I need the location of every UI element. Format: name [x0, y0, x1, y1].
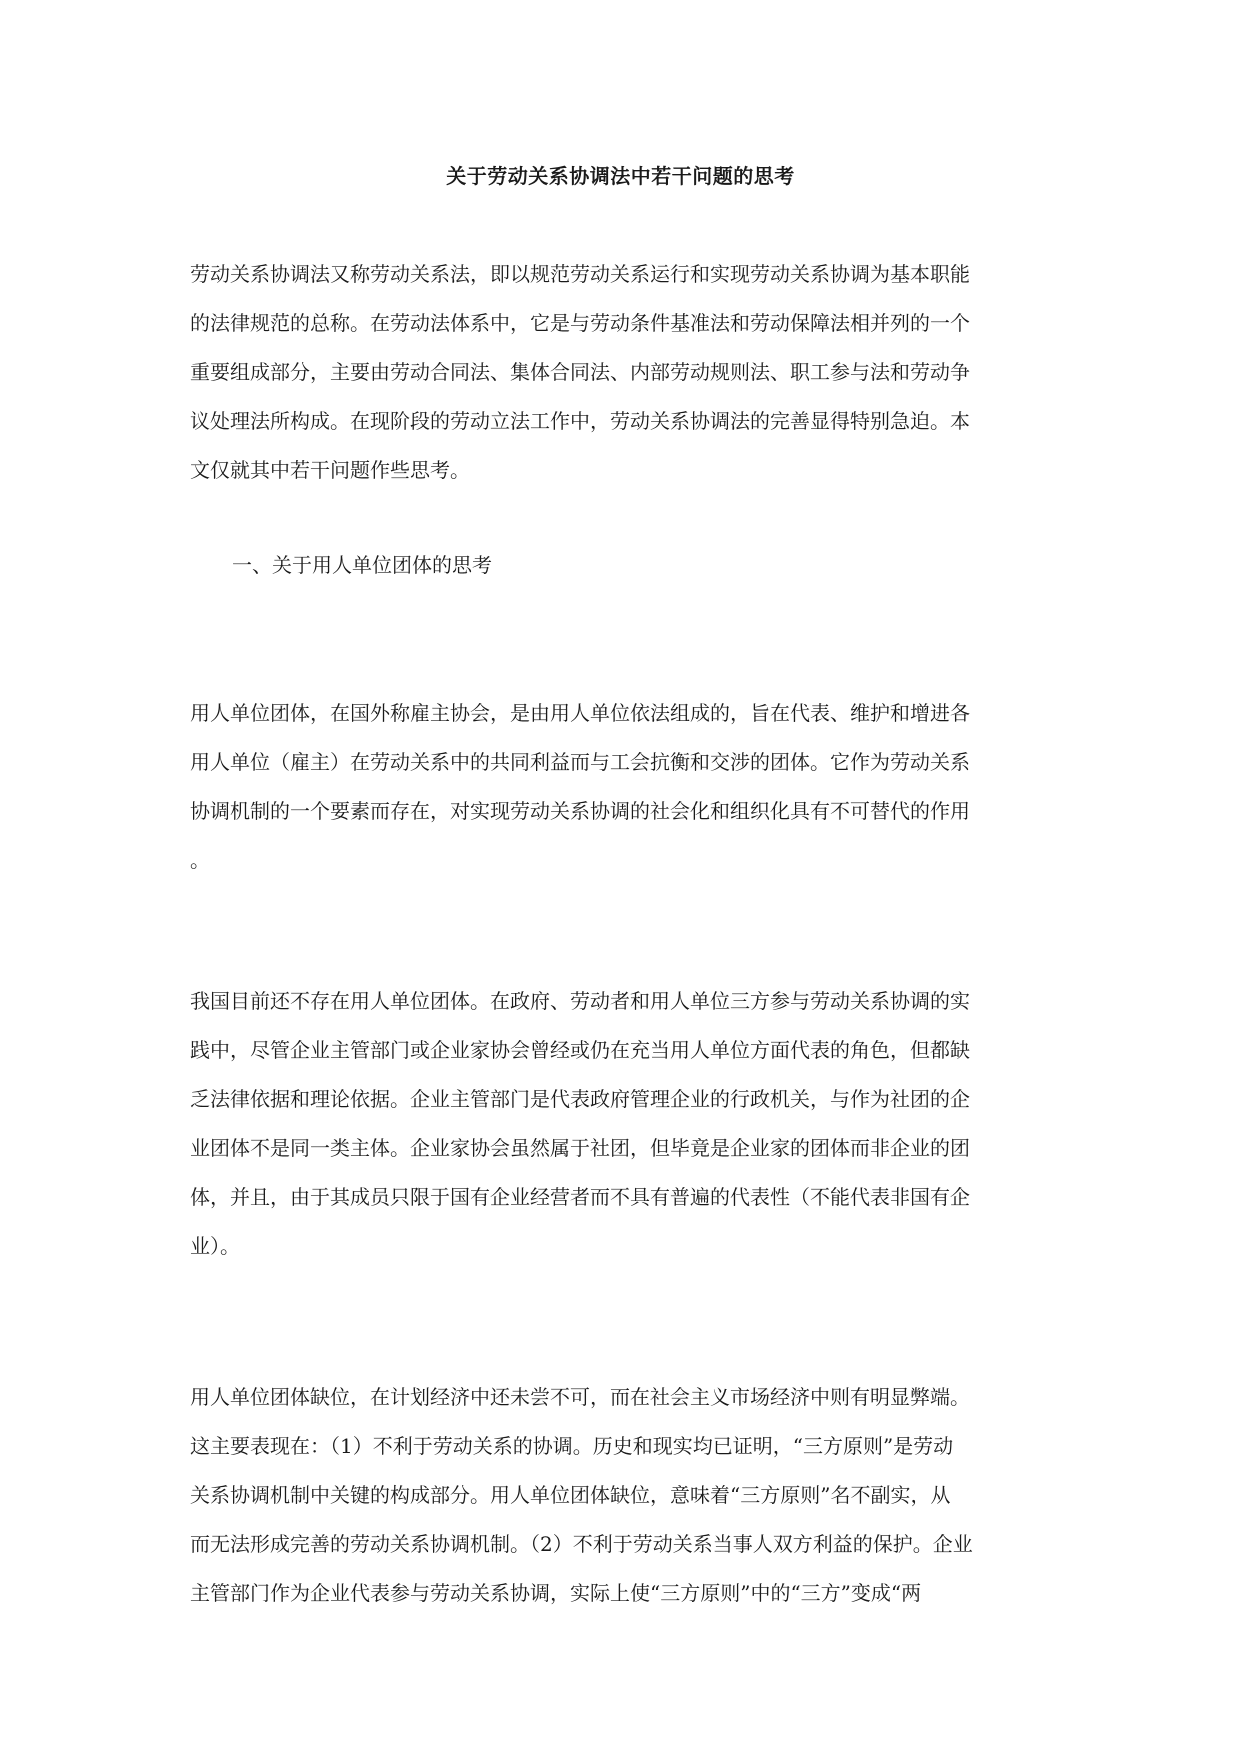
- paragraph-line: 重要组成部分，主要由劳动合同法、集体合同法、内部劳动规则法、职工参与法和劳动争: [190, 360, 970, 384]
- paragraph-line: 协调机制的一个要素而存在，对实现劳动关系协调的社会化和组织化具有不可替代的作用: [190, 799, 970, 823]
- paragraph-line: 劳动关系协调法又称劳动关系法，即以规范劳动关系运行和实现劳动关系协调为基本职能: [190, 262, 970, 286]
- paragraph-line: 用人单位团体，在国外称雇主协会，是由用人单位依法组成的，旨在代表、维护和增进各: [190, 701, 970, 725]
- paragraph-drawbacks: [190, 1373, 1055, 1618]
- paragraph-line: 业团体不是同一类主体。企业家协会虽然属于社团，但毕竟是企业家的团体而非企业的团: [190, 1136, 970, 1160]
- paragraph-line: 主管部门作为企业代表参与劳动关系协调，实际上使“三方原则”中的“三方”变成“两: [190, 1581, 922, 1605]
- paragraph-employer-organization: [190, 689, 1055, 885]
- paragraph-line: 而无法形成完善的劳动关系协调机制。（2）不利于劳动关系当事人双方利益的保护。企业: [190, 1532, 973, 1556]
- paragraph-line: 用人单位团体缺位，在计划经济中还未尝不可，而在社会主义市场经济中则有明显弊端。: [190, 1385, 970, 1409]
- paragraph-line: 我国目前还不存在用人单位团体。在政府、劳动者和用人单位三方参与劳动关系协调的实: [190, 989, 970, 1013]
- paragraph-line: 关系协调机制中关键的构成部分。用人单位团体缺位，意味着“三方原则”名不副实，从: [190, 1483, 951, 1507]
- paragraph-current-status: [190, 977, 1055, 1271]
- paragraph-line: 乏法律依据和理论依据。企业主管部门是代表政府管理企业的行政机关，与作为社团的企: [190, 1087, 970, 1111]
- document-title: 关于劳动关系协调法中若干问题的思考: [446, 164, 795, 188]
- paragraph-line: 这主要表现在：（1）不利于劳动关系的协调。历史和现实均已证明，“三方原则”是劳动: [190, 1434, 954, 1458]
- paragraph-line: 体，并且，由于其成员只限于国有企业经营者而不具有普遍的代表性（不能代表非国有企: [190, 1185, 970, 1209]
- paragraph-line: 议处理法所构成。在现阶段的劳动立法工作中，劳动关系协调法的完善显得特别急迫。本: [190, 409, 970, 433]
- paragraph-line: 践中，尽管企业主管部门或企业家协会曾经或仍在充当用人单位方面代表的角色，但都缺: [190, 1038, 970, 1062]
- paragraph-line: 。: [190, 848, 210, 872]
- paragraph-line: 的法律规范的总称。在劳动法体系中，它是与劳动条件基准法和劳动保障法相并列的一个: [190, 311, 970, 335]
- paragraph-line: 文仅就其中若干问题作些思考。: [190, 458, 470, 482]
- paragraph-line: 用人单位（雇主）在劳动关系中的共同利益而与工会抗衡和交涉的团体。它作为劳动关系: [190, 750, 970, 774]
- paragraph-line: 业）。: [190, 1234, 240, 1258]
- section-heading: 一、关于用人单位团体的思考: [232, 553, 492, 577]
- paragraph-intro: [190, 250, 1055, 495]
